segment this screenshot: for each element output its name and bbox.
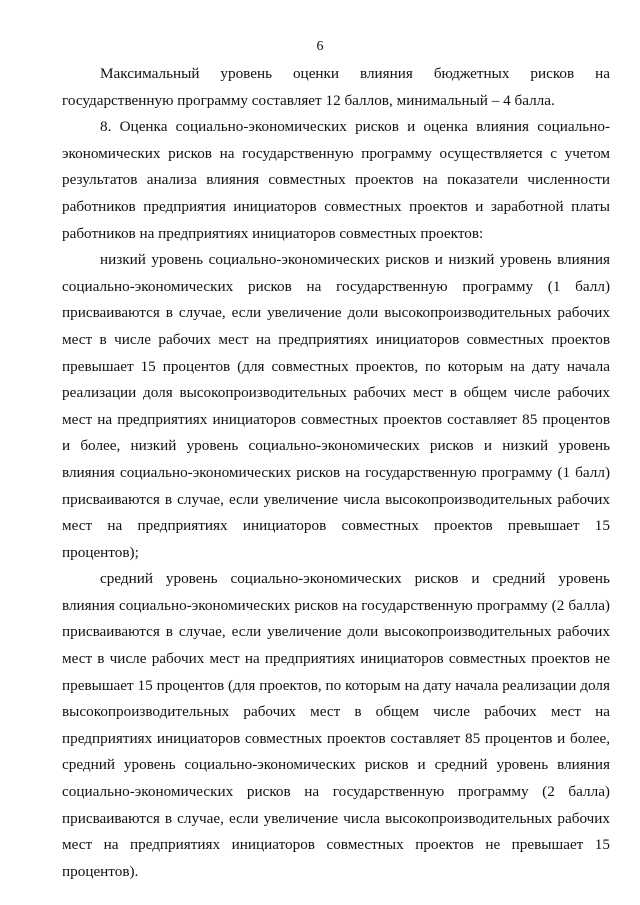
paragraph-medium-risk-level: средний уровень социально-экономических рисков и средний уровень влияния социально-экономических рисков на государственную программу (2 балла) присваиваются в случае, если увеличение доли высокопроизводительных рабочих мест в числе рабочих мест на предприятиях инициаторов совместных проектов не превышает 15 процентов (для проектов, по которым на дату начала реализации доля высокопроизводительных рабочих мест в общем числе рабочих мест на предприятиях инициаторов совместных проектов составляет 85 процентов и более, средний уровень социально-экономических рисков и средний уровень влияния социально-экономических рисков на государственную программу (2 балла) присваиваются в случае, если увеличение числа высокопроизводительных рабочих мест на предприятиях инициаторов совместных проектов не превышает 15 процентов). — [62, 570, 610, 880]
paragraph-budget-risk-summary: Максимальный уровень оценки влияния бюджетных рисков на государственную программу составляет 12 баллов, минимальный – 4 балла. — [62, 65, 610, 109]
paragraph-socio-economic-risk-intro: 8. Оценка социально-экономических рисков и оценка влияния социально-экономических рисков на государственную программу осуществляется с учетом результатов анализа влияния совместных проектов на показатели численности работников предприятия инициаторов совместных проектов и заработной платы работников на предприятиях инициаторов совместных проектов: — [62, 118, 610, 242]
page-number: 6 — [316, 39, 324, 54]
document-body — [62, 61, 610, 885]
paragraph-low-risk-level: низкий уровень социально-экономических рисков и низкий уровень влияния социально-экономических рисков на государственную программу (1 балл) присваиваются в случае, если увеличение доли высокопроизводительных рабочих мест в числе рабочих мест на предприятиях инициаторов совместных проектов превышает 15 процентов (для совместных проектов, по которым на дату начала реализации доля высокопроизводительных рабочих мест в общем числе рабочих мест на предприятиях инициаторов совместных проектов составляет 85 процентов и более, низкий уровень социально-экономических рисков и низкий уровень влияния социально-экономических рисков на государственную программу (1 балл) присваиваются в случае, если увеличение числа высокопроизводительных рабочих мест на предприятиях инициаторов совместных проектов превышает 15 процентов); — [62, 251, 610, 561]
